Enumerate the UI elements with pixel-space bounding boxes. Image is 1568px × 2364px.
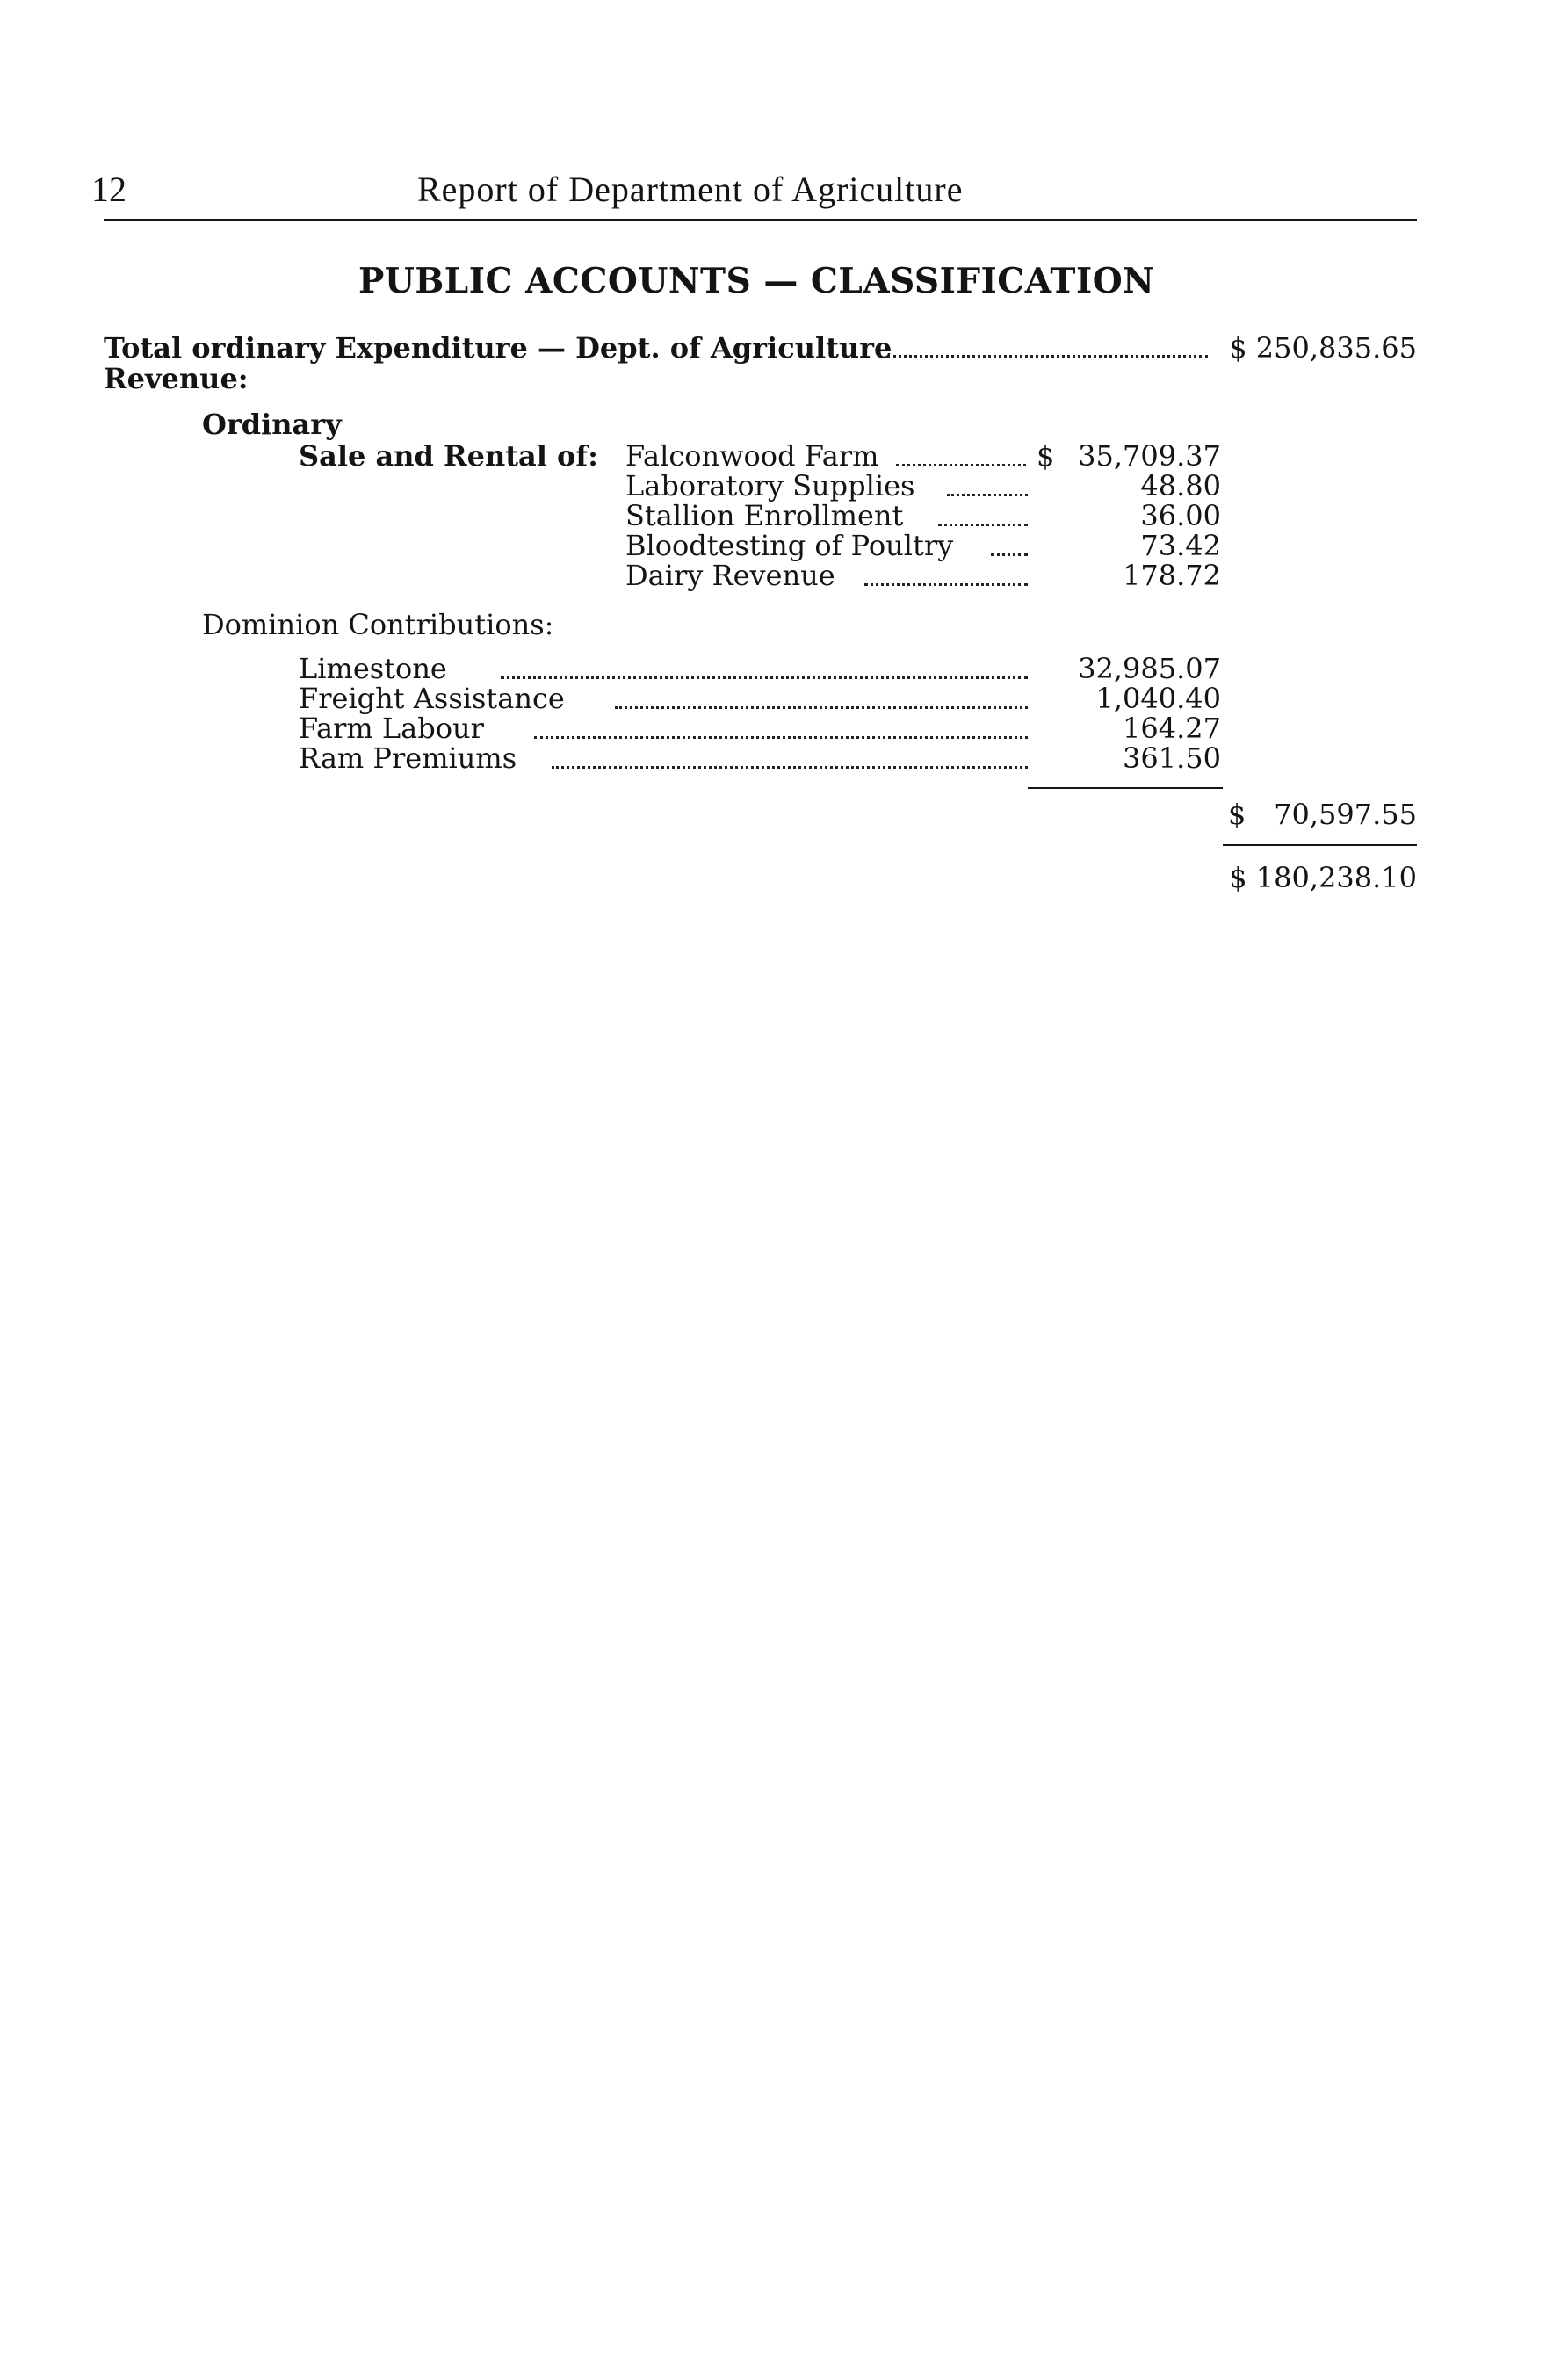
header-rule [104,219,1417,221]
revenue-total-amount: 70,597.55 [1274,798,1417,831]
leader-dots [615,706,1028,709]
leader-dots [887,355,1208,358]
list-item-label: Bloodtesting of Poultry [625,529,954,562]
currency-symbol: $ [1037,439,1055,473]
list-item-amount: 1,040.40 [1095,682,1221,715]
net-total-amount: $ 180,238.10 [1229,861,1417,894]
list-item-label: Limestone [299,652,447,685]
leader-dots [864,583,1028,586]
revenue-label: Revenue: [104,362,249,395]
list-item-amount: 164.27 [1123,712,1221,745]
list-item-amount: 32,985.07 [1078,652,1221,685]
revenue-total-currency: $ [1228,798,1246,831]
list-item-label: Dairy Revenue [625,559,835,592]
leader-dots [991,553,1028,556]
list-item-amount: 35,709.37 [1078,439,1221,473]
list-item-amount: 48.80 [1140,469,1221,502]
page-title: PUBLIC ACCOUNTS — CLASSIFICATION [358,261,1155,301]
list-item-label: Farm Labour [299,712,484,745]
page-number: 12 [91,170,126,209]
total-rule [1223,844,1417,846]
total-expenditure-label: Total ordinary Expenditure — Dept. of Agriculture [104,331,892,365]
total-expenditure-amount: $ 250,835.65 [1229,331,1417,365]
leader-dots [896,464,1026,466]
ordinary-heading: Ordinary [202,408,342,441]
leader-dots [552,766,1028,769]
list-item-label: Laboratory Supplies [625,469,915,502]
leader-dots [534,736,1028,739]
leader-dots [501,676,1028,679]
dominion-heading: Dominion Contributions: [202,608,554,641]
leader-dots [947,494,1028,496]
list-item-amount: 36.00 [1140,499,1221,532]
list-item-amount: 178.72 [1123,559,1221,592]
list-item-amount: 73.42 [1140,529,1221,562]
list-item-label: Ram Premiums [299,741,517,775]
list-item-amount: 361.50 [1123,741,1221,775]
running-title: Report of Department of Agriculture [417,170,964,209]
list-item-label: Freight Assistance [299,682,565,715]
sale-rental-label: Sale and Rental of: [299,439,598,473]
leader-dots [938,524,1028,526]
list-item-label: Falconwood Farm [625,439,879,473]
list-item-label: Stallion Enrollment [625,499,904,532]
subtotal-rule [1028,787,1223,789]
